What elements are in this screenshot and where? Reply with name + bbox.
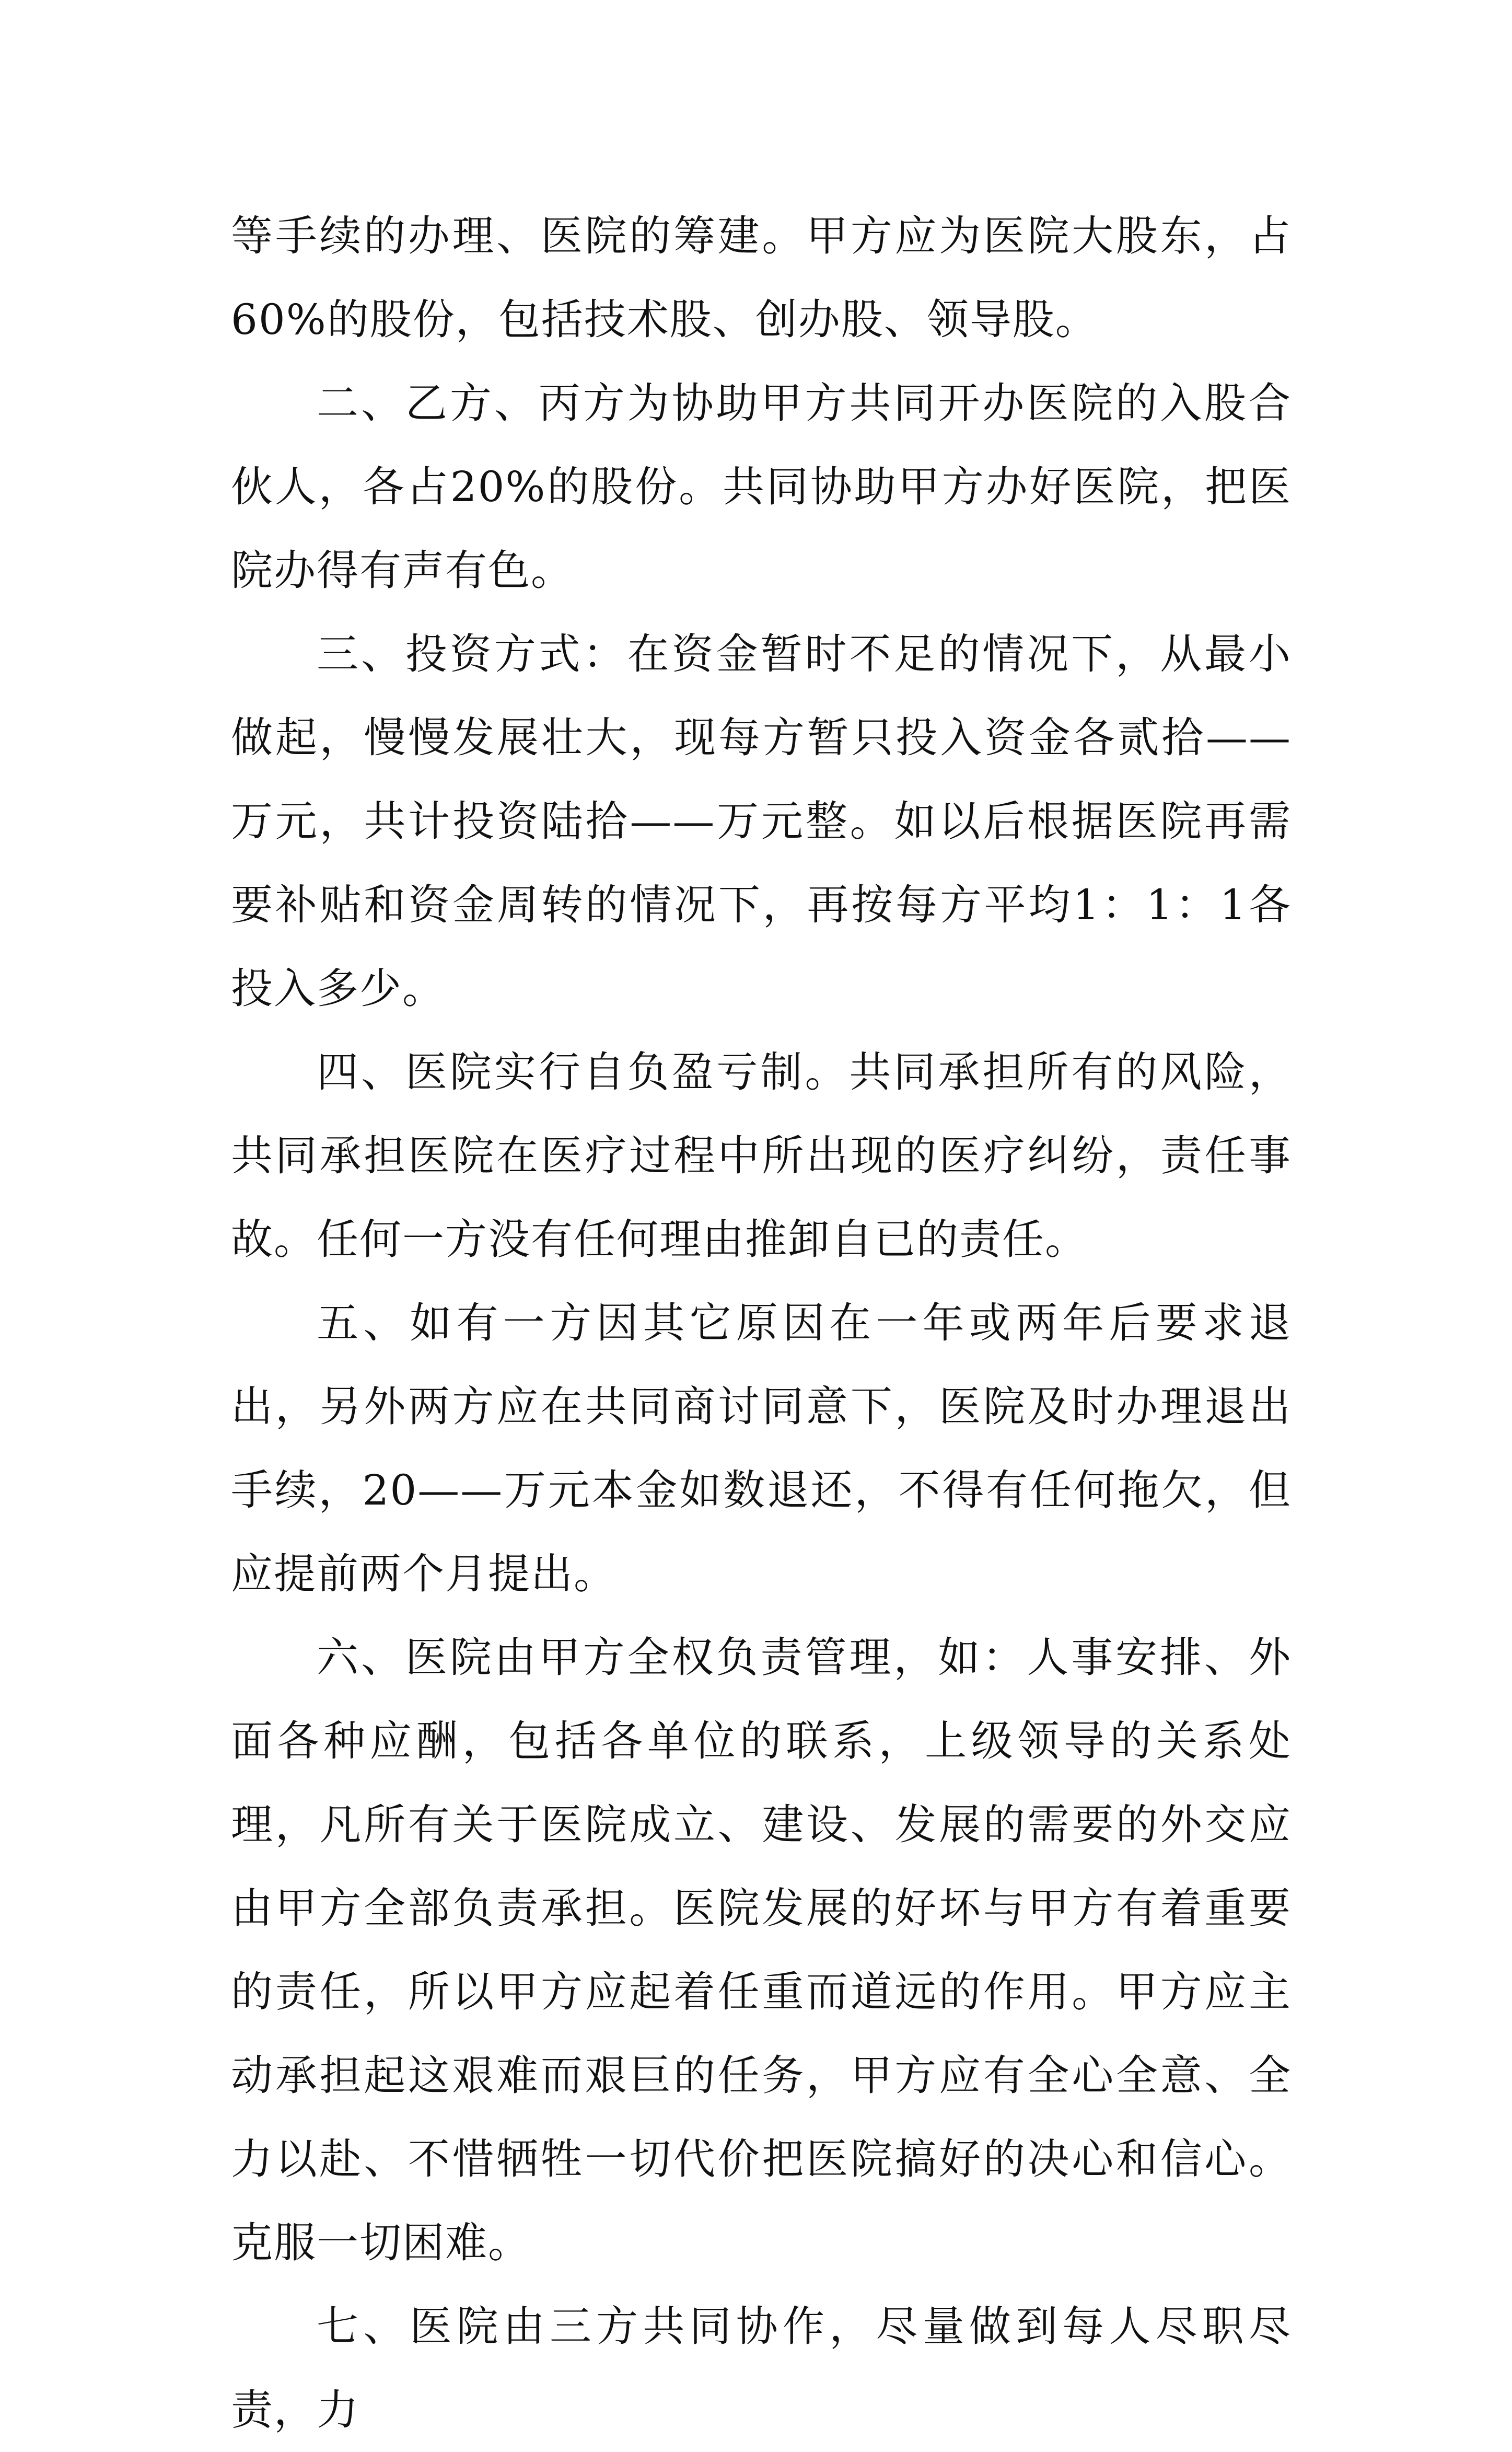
document-body	[231, 194, 1292, 2452]
paragraph-clause-3: 三、投资方式：在资金暂时不足的情况下，从最小做起，慢慢发展壮大，现每方暂只投入资金各贰拾——万元，共计投资陆拾——万元整。如以后根据医院再需要补贴和资金周转的情况下，再按每方平均1：1：1各投入多少。	[231, 630, 1292, 1013]
paragraph-clause-5: 五、如有一方因其它原因在一年或两年后要求退出，另外两方应在共同商讨同意下，医院及时办理退出手续，20——万元本金如数退还，不得有任何拖欠，但应提前两个月提出。	[231, 1299, 1292, 1598]
paragraph-clause-7: 七、医院由三方共同协作，尽量做到每人尽职尽责，力	[231, 2302, 1292, 2434]
paragraph-clause-6: 六、医院由甲方全权负责管理，如：人事安排、外面各种应酬，包括各单位的联系，上级领导的关系处理，凡所有关于医院成立、建设、发展的需要的外交应由甲方全部负责承担。医院发展的好坏与甲方有着重要的责任，所以甲方应起着任重而道远的作用。甲方应主动承担起这艰难而艰巨的任务，甲方应有全心全意、全力以赴、不惜牺牲一切代价把医院搞好的决心和信心。克服一切困难。	[231, 1633, 1292, 2267]
paragraph-clause-4: 四、医院实行自负盈亏制。共同承担所有的风险，共同承担医院在医疗过程中所出现的医疗纠纷，责任事故。任何一方没有任何理由推卸自已的责任。	[231, 1048, 1292, 1264]
paragraph-clause-2: 二、乙方、丙方为协助甲方共同开办医院的入股合伙人，各占20%的股份。共同协助甲方办好医院，把医院办得有声有色。	[231, 379, 1292, 595]
paragraph-continuation: 等手续的办理、医院的筹建。甲方应为医院大股东，占60%的股份，包括技术股、创办股、领导股。	[231, 212, 1292, 344]
